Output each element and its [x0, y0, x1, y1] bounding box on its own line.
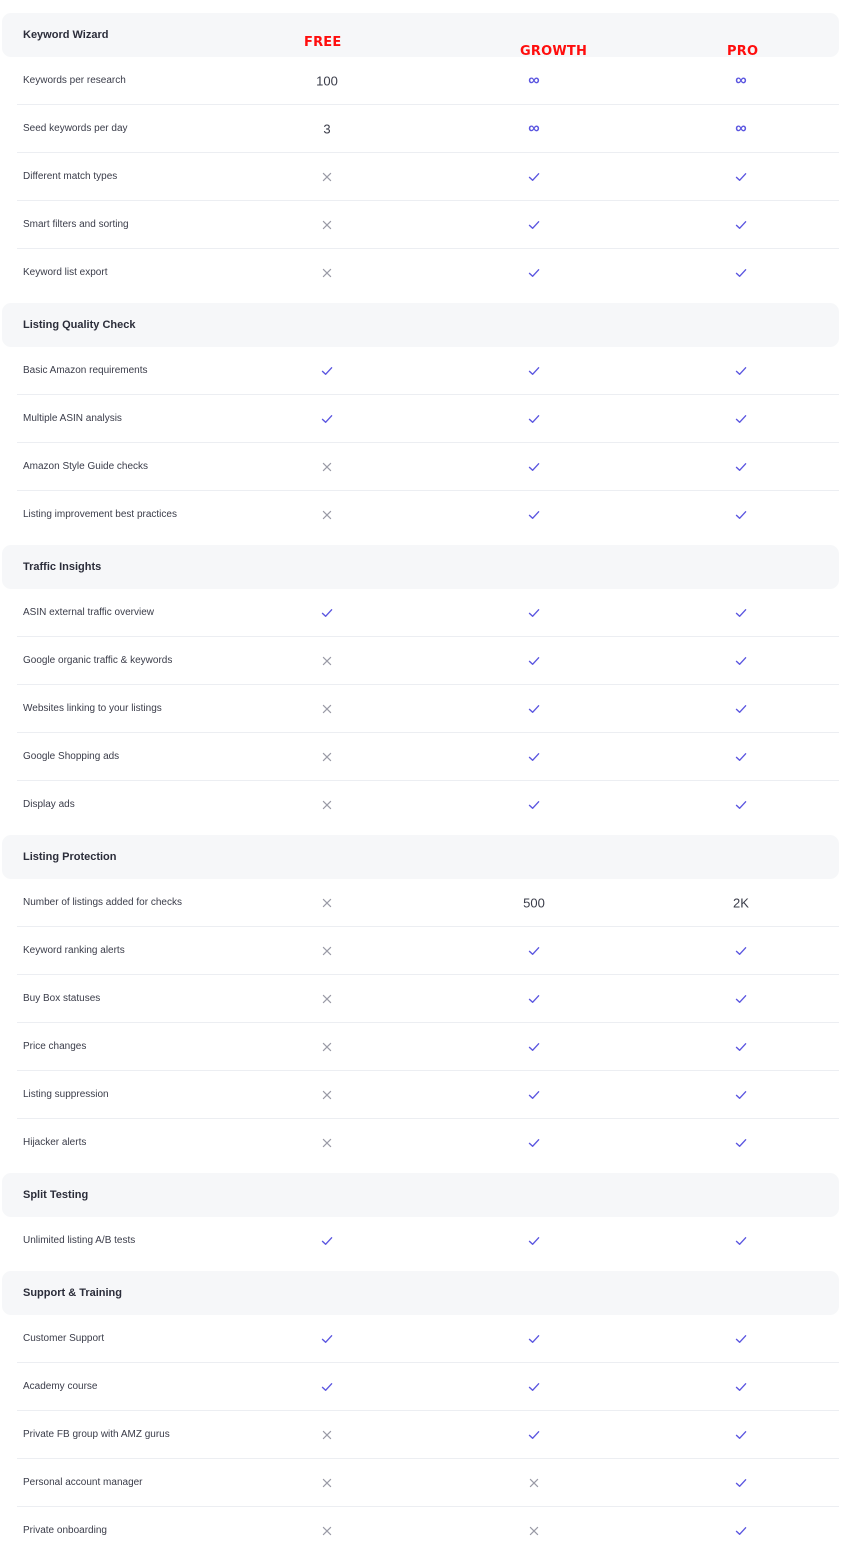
- check-icon: [514, 702, 554, 716]
- check-icon: [721, 1524, 761, 1538]
- check-icon: [514, 1332, 554, 1346]
- check-icon: [514, 1234, 554, 1248]
- cross-icon: [307, 992, 347, 1006]
- feature-label: Personal account manager: [23, 1477, 143, 1488]
- feature-row: [17, 1411, 839, 1459]
- cross-icon: [307, 798, 347, 812]
- feature-row: [17, 685, 839, 733]
- section: [0, 545, 843, 828]
- feature-label: Multiple ASIN analysis: [23, 413, 122, 424]
- check-icon: [514, 606, 554, 620]
- check-icon: [721, 1234, 761, 1248]
- check-icon: [307, 412, 347, 426]
- cross-icon: [307, 654, 347, 668]
- check-icon: [721, 1332, 761, 1346]
- check-icon: [721, 218, 761, 232]
- check-icon: [307, 1234, 347, 1248]
- section: [0, 835, 843, 1166]
- feature-row: [17, 153, 839, 201]
- section-title: Split Testing: [23, 1189, 89, 1201]
- check-icon: [514, 412, 554, 426]
- check-icon: [721, 266, 761, 280]
- cross-icon: [307, 1428, 347, 1442]
- feature-row: [17, 1071, 839, 1119]
- check-icon: [307, 606, 347, 620]
- feature-row: [17, 975, 839, 1023]
- feature-label: Listing suppression: [23, 1089, 109, 1100]
- check-icon: [514, 460, 554, 474]
- cross-icon: [307, 1088, 347, 1102]
- section-title: Support & Training: [23, 1287, 122, 1299]
- feature-label: Keyword list export: [23, 267, 108, 278]
- check-icon: [721, 702, 761, 716]
- feature-label: Google organic traffic & keywords: [23, 655, 173, 666]
- check-icon: [721, 170, 761, 184]
- check-icon: [514, 1088, 554, 1102]
- check-icon: [514, 944, 554, 958]
- feature-label: Listing improvement best practices: [23, 509, 177, 520]
- feature-label: ASIN external traffic overview: [23, 607, 154, 618]
- check-icon: [721, 1088, 761, 1102]
- check-icon: [721, 944, 761, 958]
- check-icon: [721, 508, 761, 522]
- section-header: [2, 1173, 839, 1217]
- feature-label: Buy Box statuses: [23, 993, 101, 1004]
- check-icon: [514, 1136, 554, 1150]
- check-icon: [721, 364, 761, 378]
- section-header: [2, 545, 839, 589]
- feature-row: [17, 395, 839, 443]
- check-icon: [514, 170, 554, 184]
- check-icon: [514, 750, 554, 764]
- check-icon: [721, 750, 761, 764]
- check-icon: [721, 1476, 761, 1490]
- check-icon: [514, 508, 554, 522]
- check-icon: [721, 412, 761, 426]
- feature-row: [17, 1363, 839, 1411]
- check-icon: [721, 1136, 761, 1150]
- check-icon: [514, 992, 554, 1006]
- feature-label: Smart filters and sorting: [23, 219, 129, 230]
- section-title: Listing Protection: [23, 851, 117, 863]
- feature-row: [17, 879, 839, 927]
- cross-icon: [307, 750, 347, 764]
- feature-label: Amazon Style Guide checks: [23, 461, 149, 472]
- check-icon: [721, 992, 761, 1006]
- section-title: Keyword Wizard: [23, 29, 109, 41]
- feature-value: [307, 121, 347, 136]
- cross-icon: [514, 1524, 554, 1538]
- check-icon: [514, 1428, 554, 1442]
- feature-row: [17, 249, 839, 296]
- feature-label: Hijacker alerts: [23, 1137, 87, 1148]
- feature-value-text: 500: [523, 895, 545, 910]
- section: [0, 1173, 843, 1264]
- check-icon: [514, 266, 554, 280]
- feature-label: Number of listings added for checks: [23, 897, 182, 908]
- cross-icon: [307, 170, 347, 184]
- cross-icon: [307, 702, 347, 716]
- check-icon: [721, 606, 761, 620]
- cross-icon: [307, 1040, 347, 1054]
- feature-comparison-table: [0, 13, 843, 1561]
- feature-label: Seed keywords per day: [23, 123, 128, 134]
- plan-label-pro: PRO: [727, 44, 759, 59]
- check-icon: [307, 1380, 347, 1394]
- feature-row: [17, 347, 839, 395]
- section: [0, 303, 843, 538]
- check-icon: [721, 1428, 761, 1442]
- cross-icon: [307, 1524, 347, 1538]
- feature-label: Keywords per research: [23, 75, 126, 86]
- check-icon: [721, 654, 761, 668]
- feature-value: [307, 73, 347, 88]
- feature-row: [17, 1119, 839, 1166]
- cross-icon: [307, 1476, 347, 1490]
- check-icon: [514, 364, 554, 378]
- check-icon: [721, 460, 761, 474]
- cross-icon: [307, 460, 347, 474]
- feature-label: Unlimited listing A/B tests: [23, 1235, 136, 1246]
- cross-icon: [307, 266, 347, 280]
- feature-row: [17, 491, 839, 538]
- check-icon: [514, 798, 554, 812]
- feature-label: Basic Amazon requirements: [23, 365, 148, 376]
- feature-label: Google Shopping ads: [23, 751, 120, 762]
- feature-row: [17, 201, 839, 249]
- cross-icon: [307, 218, 347, 232]
- section: [0, 13, 843, 296]
- check-icon: [307, 364, 347, 378]
- feature-row: [17, 1023, 839, 1071]
- feature-label: Private FB group with AMZ gurus: [23, 1429, 170, 1440]
- feature-label: Different match types: [23, 171, 118, 182]
- plan-label-free: FREE: [304, 35, 342, 50]
- feature-label: Websites linking to your listings: [23, 703, 162, 714]
- section-title: Listing Quality Check: [23, 319, 136, 331]
- feature-row: [17, 733, 839, 781]
- feature-label: Price changes: [23, 1041, 87, 1052]
- check-icon: [514, 218, 554, 232]
- feature-label: Keyword ranking alerts: [23, 945, 125, 956]
- cross-icon: [307, 896, 347, 910]
- cross-icon: [307, 508, 347, 522]
- check-icon: [721, 798, 761, 812]
- cross-icon: [307, 944, 347, 958]
- feature-row: [17, 927, 839, 975]
- feature-row: [17, 1315, 839, 1363]
- feature-label: Display ads: [23, 799, 75, 810]
- section-title: Traffic Insights: [23, 561, 102, 573]
- infinity-icon: ∞: [528, 119, 540, 137]
- feature-row: [17, 589, 839, 637]
- check-icon: [721, 1040, 761, 1054]
- plan-label-growth: GROWTH: [520, 44, 588, 59]
- feature-row: [17, 1507, 839, 1554]
- feature-value-text: 100: [316, 73, 338, 88]
- section-header: [2, 13, 839, 57]
- cross-icon: [514, 1476, 554, 1490]
- check-icon: [307, 1332, 347, 1346]
- check-icon: [721, 1380, 761, 1394]
- infinity-icon: ∞: [735, 119, 747, 137]
- feature-row: [17, 443, 839, 491]
- section: [0, 1271, 843, 1554]
- feature-label: Academy course: [23, 1381, 98, 1392]
- feature-row: [17, 781, 839, 828]
- feature-value: [721, 895, 761, 910]
- check-icon: [514, 1040, 554, 1054]
- feature-label: Private onboarding: [23, 1525, 107, 1536]
- section-header: [2, 303, 839, 347]
- feature-value-text: 3: [323, 121, 331, 136]
- feature-row: [17, 637, 839, 685]
- check-icon: [514, 654, 554, 668]
- feature-value: [514, 895, 554, 910]
- feature-row: [17, 57, 839, 105]
- infinity-icon: ∞: [735, 71, 747, 89]
- infinity-icon: ∞: [528, 71, 540, 89]
- cross-icon: [307, 1136, 347, 1150]
- feature-label: Customer Support: [23, 1333, 105, 1344]
- feature-row: [17, 1217, 839, 1264]
- feature-row: [17, 1459, 839, 1507]
- section-header: [2, 1271, 839, 1315]
- feature-value-text: 2K: [733, 895, 749, 910]
- check-icon: [514, 1380, 554, 1394]
- section-header: [2, 835, 839, 879]
- feature-row: [17, 105, 839, 153]
